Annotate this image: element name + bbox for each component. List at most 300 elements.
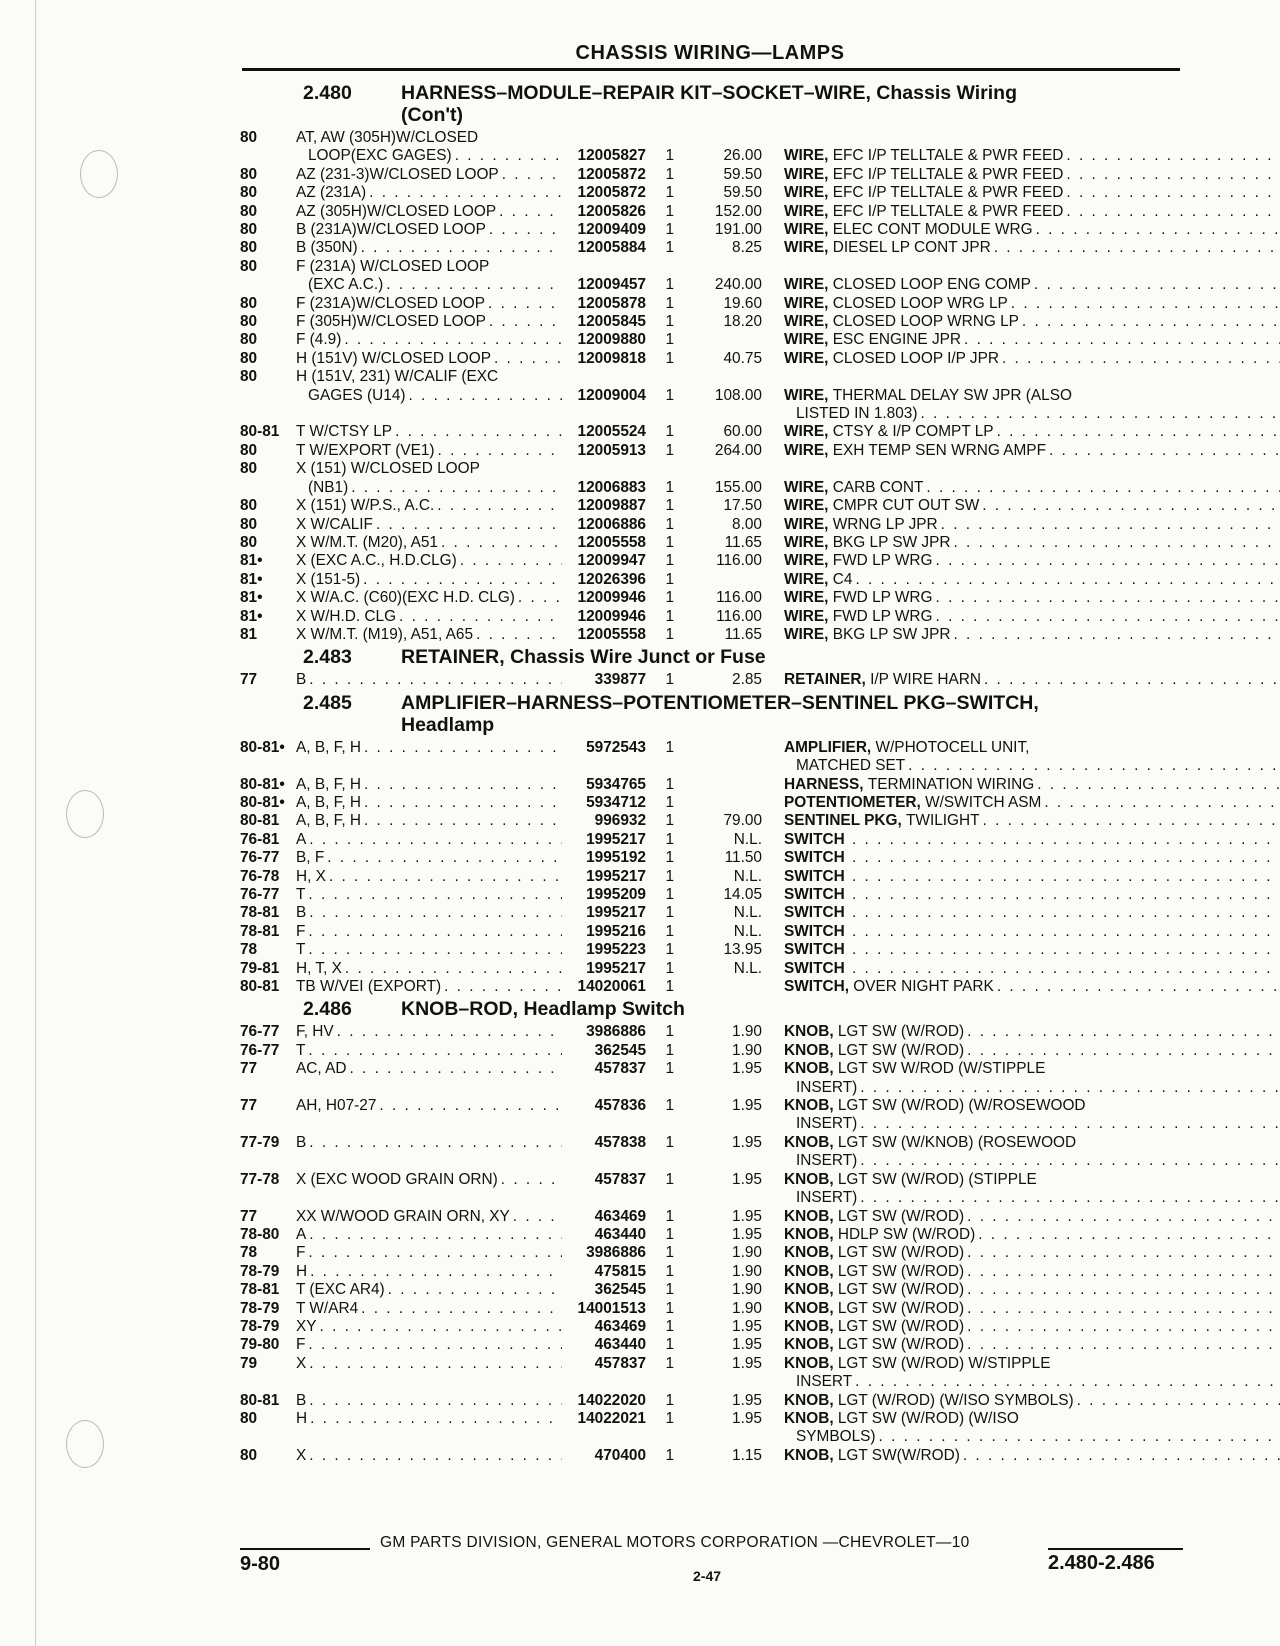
text-line (784, 1023, 1280, 1041)
part-row (240, 203, 1190, 221)
part-name-bold: KNOB, (784, 1262, 834, 1280)
part-name (784, 166, 1280, 184)
part-row (240, 442, 1190, 460)
part-name-text: EFC I/P TELLTALE & PWR FEED (832, 184, 1064, 202)
quantity: 1 (665, 1446, 674, 1464)
part-number: 12009946 (577, 607, 646, 625)
section-number: 2.486 (303, 998, 352, 1021)
footer-page-number: 2-47 (693, 1568, 722, 1584)
dot-leader (967, 1318, 1280, 1336)
list-price: 264.00 (714, 441, 762, 459)
model-year: 77 (240, 671, 258, 689)
text-line (784, 1392, 1280, 1410)
part-name (784, 978, 1280, 996)
part-number: 475815 (594, 1262, 646, 1280)
dot-leader (376, 516, 562, 534)
dot-leader (860, 1079, 1280, 1097)
text-line (784, 849, 1280, 867)
text-line (296, 1023, 562, 1041)
quantity: 1 (665, 331, 674, 349)
text-line (784, 1208, 1280, 1226)
list-price: 8.00 (732, 515, 762, 533)
quantity: 1 (665, 1262, 674, 1280)
list-price: N.L. (733, 830, 762, 848)
part-number: 463469 (594, 1207, 646, 1225)
text-line (784, 904, 1280, 922)
part-name (784, 1244, 1280, 1262)
line-text: F (231A)W/CLOSED LOOP (296, 294, 486, 312)
line-text: H, X (296, 867, 326, 885)
text-line (296, 1208, 562, 1226)
model-year: 80 (240, 184, 258, 202)
line-text: GAGES (U14) (308, 386, 406, 404)
dot-leader (879, 1428, 1280, 1446)
part-name-text: INSERT) (796, 1115, 858, 1133)
list-price: 1.95 (732, 1097, 762, 1115)
quantity: 1 (665, 1225, 674, 1243)
part-row (240, 1447, 1190, 1465)
quantity: 1 (665, 184, 674, 202)
part-number: 12005558 (577, 533, 646, 551)
part-name-bold: RETAINER, (784, 671, 866, 689)
line-text: B (296, 1391, 307, 1409)
dot-leader (941, 516, 1280, 534)
section-title (401, 82, 1190, 126)
quantity: 1 (665, 533, 674, 551)
part-name-text: LGT SW (W/ROD) (837, 1207, 965, 1225)
application-desc (296, 1171, 562, 1189)
line-text: T (296, 886, 306, 904)
part-name (784, 331, 1280, 349)
part-number: 996932 (594, 812, 646, 830)
part-row (240, 978, 1190, 996)
section-title-main: HARNESS–MODULE–REPAIR KIT–SOCKET–WIRE, (401, 82, 871, 104)
part-name (784, 1336, 1280, 1354)
part-row (240, 129, 1190, 166)
application-desc (296, 423, 562, 441)
part-number: 5934765 (586, 775, 646, 793)
model-year: 78-79 (240, 1299, 280, 1317)
application-desc (296, 1244, 562, 1262)
quantity: 1 (665, 625, 674, 643)
model-year: 77 (240, 1207, 258, 1225)
text-line (784, 1447, 1280, 1465)
dot-leader (908, 757, 1280, 775)
line-text: TB W/VEI (EXPORT) (296, 978, 442, 996)
part-name-text: LGT (W/ROD) (W/ISO SYMBOLS) (837, 1391, 1074, 1409)
list-price: N.L. (733, 904, 762, 922)
quantity: 1 (665, 959, 674, 977)
line-text: F (296, 922, 306, 940)
part-name (784, 184, 1280, 202)
list-price: 59.50 (723, 165, 762, 183)
part-name (784, 849, 1280, 867)
dot-leader (852, 904, 1280, 922)
part-row (240, 589, 1190, 607)
text-line (784, 423, 1280, 441)
text-line (296, 184, 562, 202)
part-number: 463469 (594, 1317, 646, 1335)
part-name-text: CARB CONT (832, 478, 924, 496)
part-name (784, 295, 1280, 313)
line-text: X W/A.C. (C60)(EXC H.D. CLG) (296, 589, 515, 607)
part-number: 12005878 (577, 294, 646, 312)
list-price: 1.90 (732, 1262, 762, 1280)
dot-leader (369, 184, 562, 202)
model-year: 77-79 (240, 1133, 280, 1151)
part-row (240, 941, 1190, 959)
dot-leader (476, 626, 562, 644)
quantity: 1 (665, 313, 674, 331)
part-name-text: FWD LP WRG (832, 589, 933, 607)
text-line (784, 166, 1280, 184)
quantity: 1 (665, 1097, 674, 1115)
dot-leader (855, 1373, 1280, 1391)
text-line (296, 1300, 562, 1318)
model-year: 77 (240, 1097, 258, 1115)
dot-leader (488, 295, 562, 313)
list-price: 1.95 (732, 1060, 762, 1078)
page-title: CHASSIS WIRING—LAMPS (575, 42, 845, 64)
model-year: 80 (240, 331, 258, 349)
line-text: B (296, 1133, 307, 1151)
part-name-bold: HARNESS, (784, 775, 864, 793)
quantity: 1 (665, 239, 674, 257)
application-desc (296, 166, 562, 184)
list-price: 11.50 (724, 849, 762, 867)
part-row (240, 497, 1190, 515)
part-row (240, 608, 1190, 626)
line-text: X (151) W/CLOSED LOOP (296, 460, 480, 478)
text-line (784, 147, 1280, 165)
text-line (784, 295, 1280, 313)
dot-leader (494, 350, 562, 368)
line-text: AZ (231A) (296, 184, 367, 202)
part-row (240, 184, 1190, 202)
dot-leader (852, 831, 1280, 849)
dot-leader (345, 960, 562, 978)
dot-leader (967, 1281, 1280, 1299)
model-year: 78-81 (240, 1281, 280, 1299)
line-text: H (151V, 231) W/CALIF (EXC (296, 368, 499, 386)
model-year: 76-81 (240, 830, 280, 848)
text-line (784, 552, 1280, 570)
text-line (784, 203, 1280, 221)
part-name (784, 812, 1280, 830)
text-line (784, 671, 1280, 689)
part-row (240, 1318, 1190, 1336)
line-text: A, B, F, H (296, 812, 361, 830)
application-desc (296, 1281, 562, 1299)
part-number: 457837 (594, 1060, 646, 1078)
part-name-text: MATCHED SET (796, 757, 906, 775)
model-year: 77 (240, 1060, 258, 1078)
model-year: 80-81• (240, 793, 285, 811)
dot-leader (967, 1263, 1280, 1281)
line-text: AZ (305H)W/CLOSED LOOP (296, 202, 497, 220)
text-line (296, 368, 562, 386)
part-name-bold: WIRE, (784, 386, 829, 404)
part-row (240, 923, 1190, 941)
application-desc (296, 295, 562, 313)
text-line (296, 1060, 562, 1078)
model-year: 80 (240, 460, 258, 478)
text-line (784, 534, 1280, 552)
quantity: 1 (665, 830, 674, 848)
part-number: 12009947 (577, 552, 646, 570)
application-desc (296, 960, 562, 978)
part-name (784, 868, 1280, 886)
part-name-text: CLOSED LOOP WRNG LP (832, 313, 1019, 331)
list-price: 1.95 (732, 1225, 762, 1243)
dot-leader (963, 1447, 1280, 1465)
part-name-text: EFC I/P TELLTALE & PWR FEED (832, 202, 1064, 220)
list-price: 1.90 (732, 1281, 762, 1299)
part-name-bold: WIRE, (784, 478, 829, 496)
part-number: 457836 (594, 1097, 646, 1115)
dot-leader (308, 886, 562, 904)
part-name-bold: KNOB, (784, 1391, 834, 1409)
part-name (784, 1447, 1280, 1465)
text-line (784, 608, 1280, 626)
text-line (296, 423, 562, 441)
dot-leader (388, 1281, 562, 1299)
part-number: 3986886 (586, 1023, 646, 1041)
part-name-text: LGT SW (W/ROD) (W/ROSEWOOD (837, 1097, 1086, 1115)
text-line (784, 479, 1280, 497)
line-text: XY (296, 1317, 317, 1335)
section-title-line (401, 692, 1190, 714)
text-line (296, 516, 562, 534)
part-number: 457837 (594, 1354, 646, 1372)
part-row (240, 626, 1190, 644)
quantity: 1 (665, 1170, 674, 1188)
application-desc (296, 184, 562, 202)
application-desc (296, 571, 562, 589)
text-line (296, 1244, 562, 1262)
text-line (296, 203, 562, 221)
part-row (240, 534, 1190, 552)
application-desc (296, 978, 562, 996)
section-number: 2.483 (303, 646, 352, 669)
part-name (784, 1318, 1280, 1336)
quantity: 1 (665, 165, 674, 183)
line-text: B, F (296, 849, 325, 867)
line-text: A (296, 1225, 307, 1243)
part-name-bold: WIRE, (784, 515, 829, 533)
model-year: 78-79 (240, 1317, 280, 1335)
section-title (401, 646, 1190, 668)
text-line (296, 350, 562, 368)
part-name-bold: KNOB, (784, 1207, 834, 1225)
line-text: A, B, F, H (296, 738, 361, 756)
part-name-text: LGT SW (W/ROD) (837, 1262, 965, 1280)
application-desc (296, 1042, 562, 1060)
line-text: F (305H)W/CLOSED LOOP (296, 313, 486, 331)
list-price: 152.00 (714, 202, 762, 220)
list-price: 240.00 (714, 276, 762, 294)
text-line (784, 1318, 1280, 1336)
part-name (784, 1300, 1280, 1318)
text-line (784, 442, 1280, 460)
text-line (296, 739, 562, 757)
part-name-bold: WIRE, (784, 276, 829, 294)
part-name-bold: WIRE, (784, 184, 829, 202)
dot-leader (363, 571, 562, 589)
text-line (296, 1281, 562, 1299)
dot-leader (1066, 166, 1280, 184)
quantity: 1 (665, 515, 674, 533)
part-name-bold: WIRE, (784, 147, 829, 165)
text-line (784, 571, 1280, 589)
part-name (784, 1208, 1280, 1226)
line-text: T (EXC AR4) (296, 1281, 385, 1299)
part-name-bold: WIRE, (784, 570, 829, 588)
part-number: 1995192 (586, 849, 646, 867)
line-text: AT, AW (305H)W/CLOSED (296, 129, 479, 146)
quantity: 1 (665, 886, 674, 904)
model-year: 80 (240, 533, 258, 551)
part-number: 1995217 (586, 904, 646, 922)
text-line (296, 831, 562, 849)
part-row (240, 571, 1190, 589)
part-number: 12009887 (577, 497, 646, 515)
part-number: 1995217 (586, 830, 646, 848)
part-name (784, 1134, 1280, 1171)
part-name-text: TERMINATION WIRING (867, 775, 1035, 793)
list-price: 1.90 (732, 1023, 762, 1041)
text-line (296, 868, 562, 886)
section-heading (240, 692, 1190, 736)
dot-leader (518, 589, 562, 607)
dot-leader (364, 812, 562, 830)
model-year: 81 (240, 625, 258, 643)
application-desc (296, 1060, 562, 1078)
text-line (784, 1079, 1280, 1097)
quantity: 1 (665, 497, 674, 515)
text-line (296, 960, 562, 978)
dot-leader (1066, 184, 1280, 202)
dot-leader (926, 479, 1280, 497)
dot-leader (489, 313, 562, 331)
list-price: 155.00 (714, 478, 762, 496)
part-number: 362545 (594, 1281, 646, 1299)
text-line (784, 1115, 1280, 1133)
list-price: 116.00 (716, 589, 762, 607)
part-name (784, 831, 1280, 849)
part-name-text: LGT SW (W/ROD) (STIPPLE (837, 1170, 1037, 1188)
model-year: 78-81 (240, 922, 280, 940)
part-name-bold: WIRE, (784, 423, 829, 441)
dot-leader (1044, 794, 1280, 812)
part-number: 470400 (594, 1446, 646, 1464)
part-name-bold: AMPLIFIER, (784, 738, 872, 756)
dot-leader (1066, 147, 1280, 165)
line-text: B (350N) (296, 239, 358, 257)
part-name (784, 1263, 1280, 1281)
application-desc (296, 1300, 562, 1318)
part-name (784, 258, 1280, 295)
part-name (784, 941, 1280, 959)
application-desc (296, 534, 562, 552)
dot-leader (936, 552, 1280, 570)
line-text: H (296, 1262, 308, 1280)
application-desc (296, 1355, 562, 1373)
part-number: 1995223 (586, 941, 646, 959)
part-name (784, 129, 1280, 166)
dot-leader (455, 147, 562, 165)
list-price: 1.95 (732, 1207, 762, 1225)
model-year: 80-81• (240, 775, 285, 793)
dot-leader (860, 1115, 1280, 1133)
dot-leader (982, 497, 1280, 515)
quantity: 1 (665, 202, 674, 220)
text-line (784, 886, 1280, 904)
part-number: 12009409 (577, 221, 646, 239)
part-name (784, 608, 1280, 626)
model-year: 80-81 (240, 812, 280, 830)
section-title-cont: Headlamp (401, 713, 495, 736)
line-text: B (296, 671, 307, 689)
dot-leader (386, 276, 562, 294)
line-text: T W/EXPORT (VE1) (296, 441, 435, 459)
part-number: 12009457 (577, 276, 646, 294)
part-row (240, 239, 1190, 257)
text-line (296, 608, 562, 626)
application-desc (296, 923, 562, 941)
text-line (784, 184, 1280, 202)
model-year: 80 (240, 294, 258, 312)
quantity: 1 (665, 386, 674, 404)
part-name-bold: KNOB, (784, 1336, 834, 1354)
part-name-text: LGT SW (W/ROD) (837, 1041, 965, 1059)
section-title-sub: Chassis Wiring (876, 82, 1017, 104)
dot-leader (997, 423, 1280, 441)
part-name-bold: KNOB, (784, 1299, 834, 1317)
text-line (784, 350, 1280, 368)
section-title-main: KNOB–ROD, (401, 998, 519, 1021)
dot-leader (364, 776, 562, 794)
part-name (784, 368, 1280, 423)
part-name-text: WRNG LP JPR (832, 515, 938, 533)
text-line (784, 1410, 1280, 1428)
text-line (296, 1410, 562, 1428)
part-number: 14022021 (577, 1409, 646, 1427)
line-text: T W/CTSY LP (296, 423, 393, 441)
text-line (296, 534, 562, 552)
part-row (240, 1042, 1190, 1060)
part-row (240, 1244, 1190, 1262)
section-title-cont: (Con't) (401, 104, 464, 126)
text-line (784, 812, 1280, 830)
application-desc (296, 1318, 562, 1336)
part-name (784, 1226, 1280, 1244)
dot-leader (309, 1134, 562, 1152)
dot-leader (361, 1300, 562, 1318)
text-line (296, 571, 562, 589)
part-name (784, 1060, 1280, 1097)
part-row (240, 812, 1190, 830)
application-desc (296, 1263, 562, 1281)
part-number: 12006883 (577, 478, 646, 496)
text-line (784, 739, 1280, 757)
part-name-bold: WIRE, (784, 349, 829, 367)
part-row (240, 295, 1190, 313)
model-year: 78 (240, 1244, 258, 1262)
line-text: T (296, 941, 306, 959)
dot-leader (860, 1152, 1280, 1170)
part-name-text: EXH TEMP SEN WRNG AMPF (832, 441, 1046, 459)
